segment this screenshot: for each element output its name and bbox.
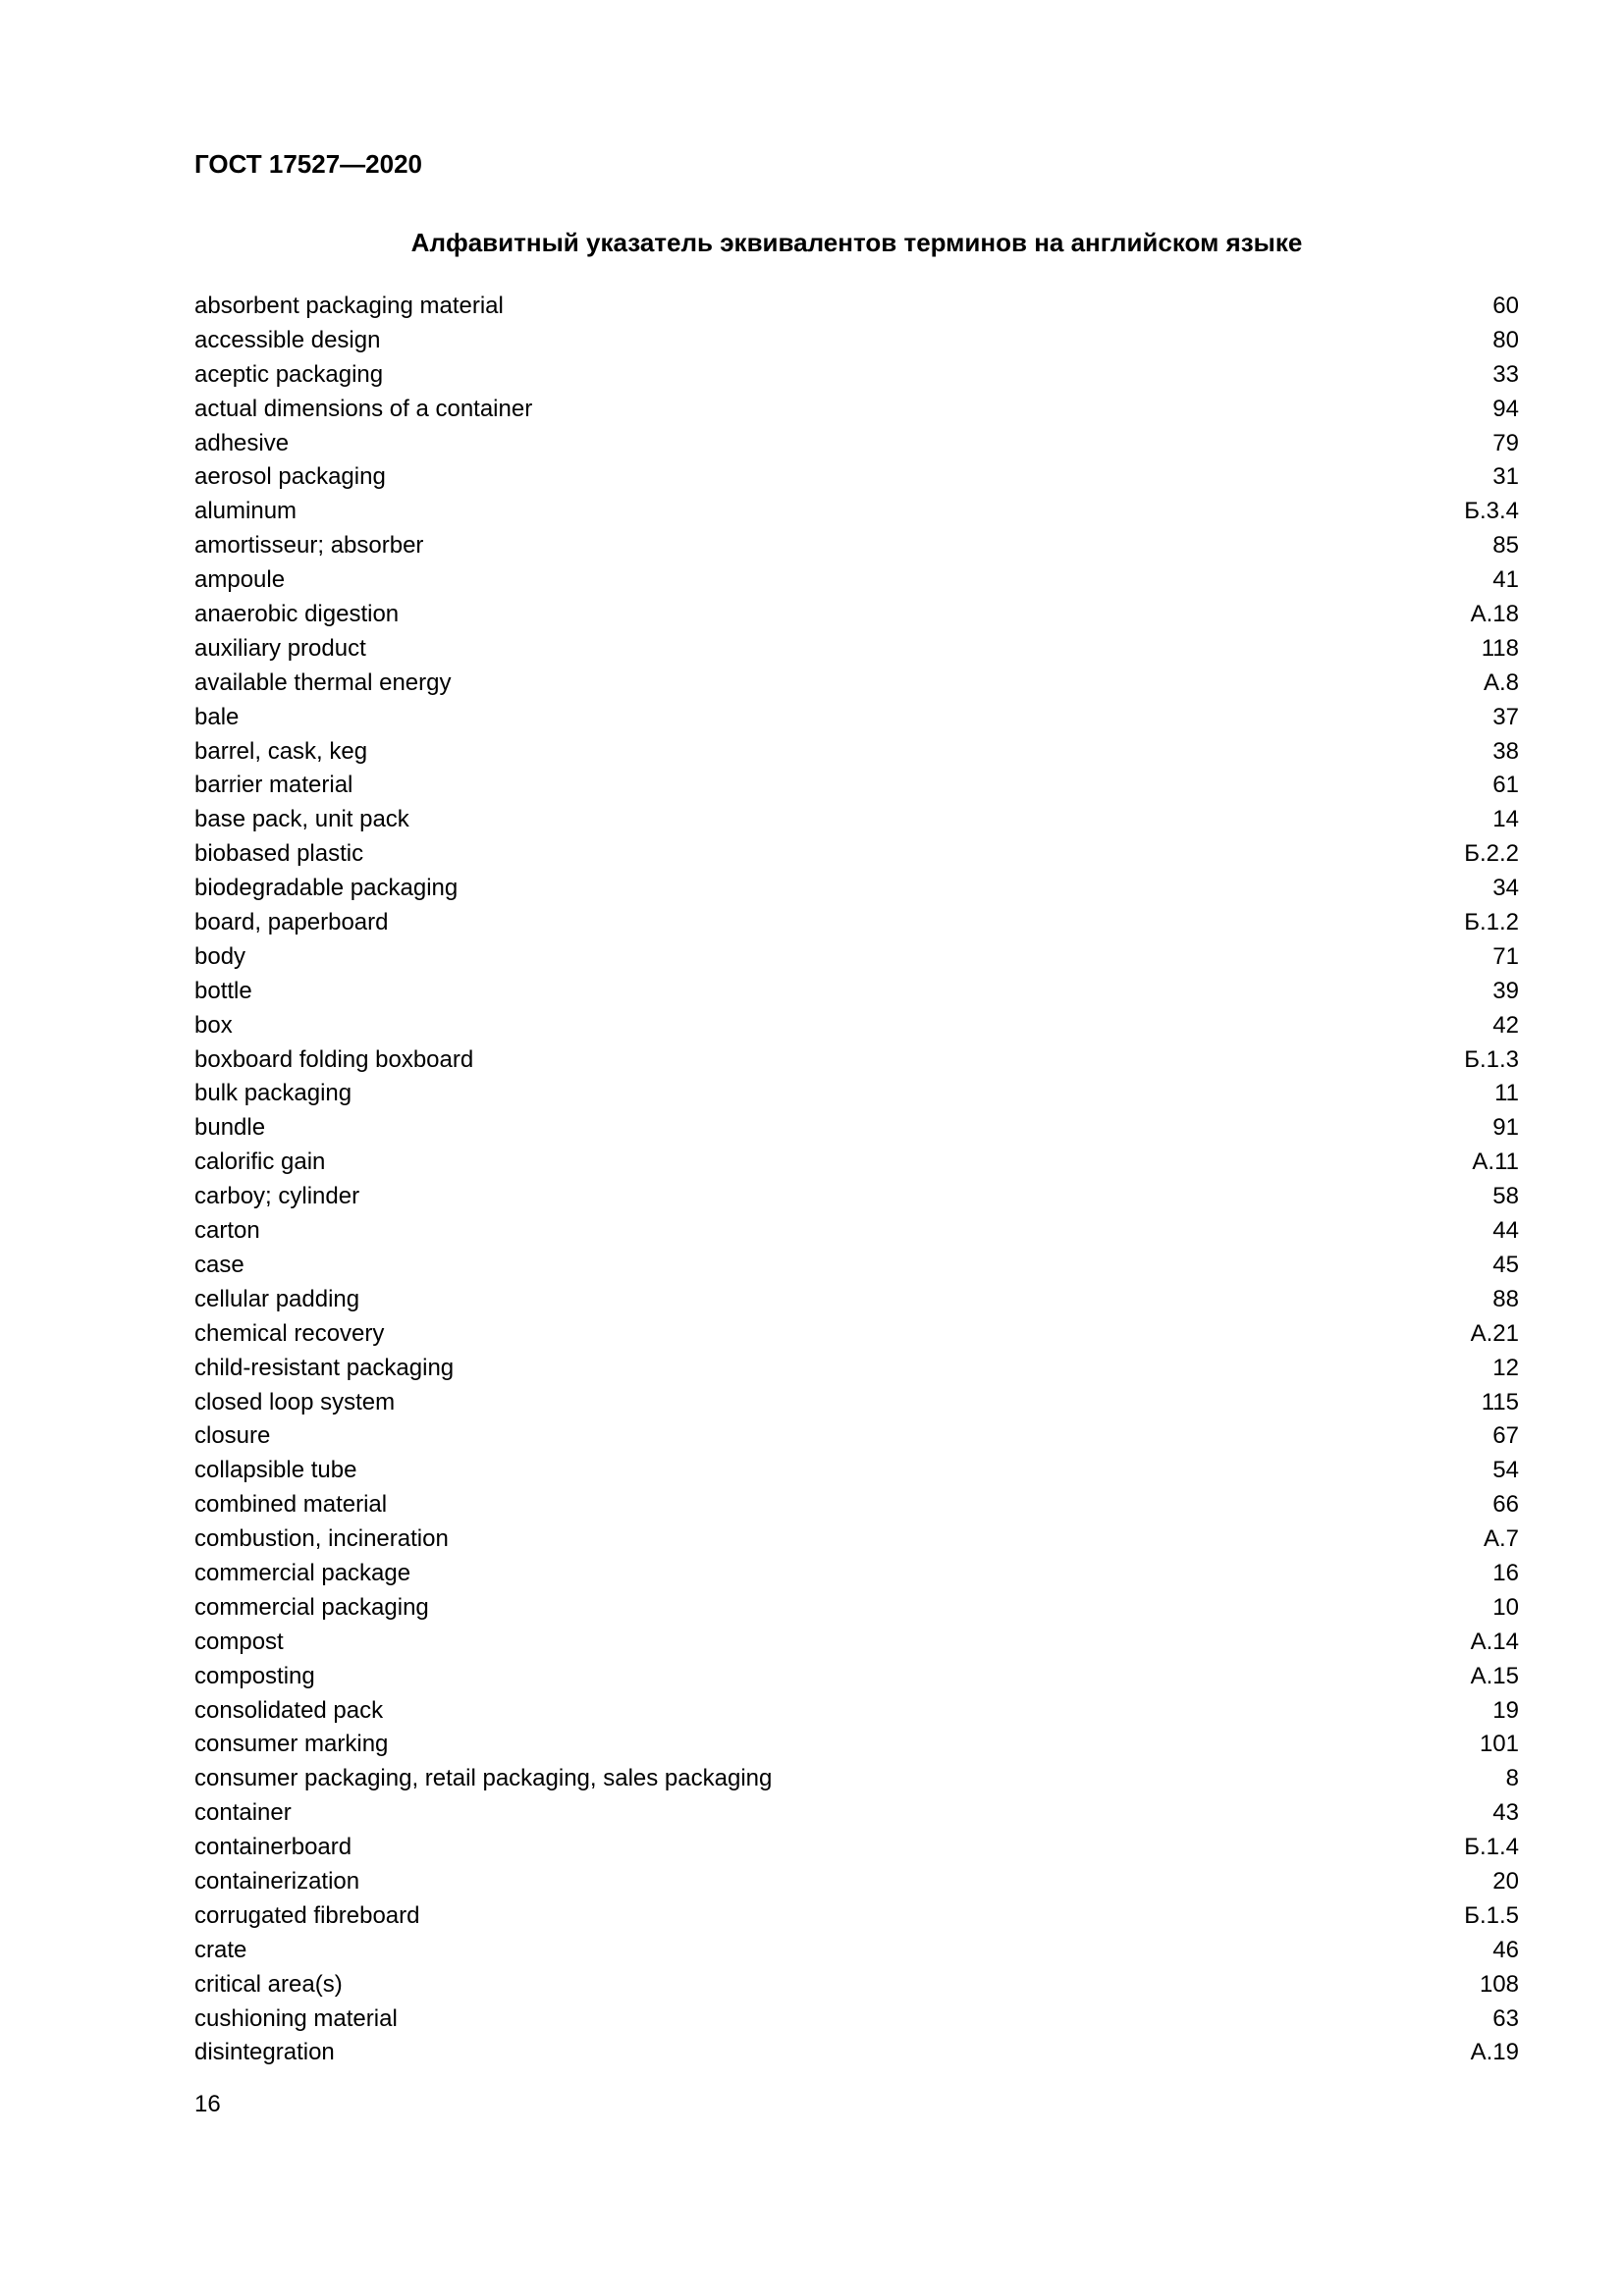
index-entry [194,1317,1519,1352]
index-entry [194,290,1519,324]
index-term: box [194,1011,233,1039]
index-term: cellular padding [194,1285,360,1312]
index-term: combined material [194,1491,388,1519]
index-entry [194,1111,1519,1146]
index-reference: 54 [1492,1457,1519,1484]
index-reference: 71 [1492,942,1519,970]
index-term: composting [194,1662,315,1689]
index-reference: 38 [1492,737,1519,765]
index-entry [194,837,1519,872]
index-entry [194,1831,1519,1865]
index-term: bulk packaging [194,1080,352,1107]
index-reference: 63 [1492,2004,1519,2032]
index-reference: Б.2.2 [1464,840,1519,868]
index-term: accessible design [194,326,381,353]
index-entry [194,803,1519,837]
index-reference: А.19 [1470,2039,1519,2066]
index-term: closure [194,1422,271,1450]
index-term: cushioning material [194,2004,398,2032]
index-reference: 16 [1492,1559,1519,1586]
index-entry [194,1214,1519,1249]
index-entry [194,563,1519,598]
index-term: container [194,1799,292,1827]
index-reference: А.8 [1483,668,1519,696]
index-reference: 20 [1492,1867,1519,1895]
index-entry [194,1009,1519,1043]
index-reference: 91 [1492,1114,1519,1142]
index-entry [194,1488,1519,1522]
index-entry [194,427,1519,461]
index-term: anaerobic digestion [194,601,400,628]
index-term: critical area(s) [194,1970,343,1998]
index-term: closed loop system [194,1388,396,1415]
index-term: biodegradable packaging [194,875,459,902]
index-term: child-resistant packaging [194,1354,455,1381]
index-entry [194,1454,1519,1488]
index-reference: 115 [1481,1388,1519,1415]
index-entry [194,906,1519,940]
index-entry [194,1386,1519,1420]
index-term: crate [194,1936,247,1963]
index-entry [194,940,1519,975]
index-entry [194,460,1519,495]
index-entry [194,1660,1519,1694]
index-reference: А.14 [1470,1628,1519,1655]
index-entry [194,529,1519,563]
index-entry [194,1591,1519,1626]
index-reference: 94 [1492,395,1519,422]
index-entry [194,1249,1519,1283]
index-entry [194,1762,1519,1796]
index-reference: А.15 [1470,1662,1519,1689]
document-header: ГОСТ 17527—2020 [194,149,422,179]
index-reference: Б.1.4 [1464,1834,1519,1861]
index-entry [194,324,1519,358]
index-term: bottle [194,977,252,1004]
index-term: chemical recovery [194,1319,385,1347]
index-entry [194,1352,1519,1386]
index-entry [194,1694,1519,1729]
index-reference: 61 [1492,772,1519,799]
index-reference: Б.1.5 [1464,1901,1519,1929]
index-reference: 14 [1492,806,1519,833]
index-entry [194,1557,1519,1591]
index-term: barrier material [194,772,353,799]
index-reference: 11 [1494,1080,1519,1107]
index-entry [194,1043,1519,1078]
index-entry [194,1934,1519,1968]
index-entry [194,358,1519,393]
index-term: absorbent packaging material [194,293,504,319]
index-term: compost [194,1628,284,1655]
index-reference: А.7 [1483,1525,1519,1553]
index-entry [194,1728,1519,1762]
index-term: amortisseur; absorber [194,532,424,560]
index-reference: 37 [1492,703,1519,730]
index-reference: 10 [1492,1593,1519,1621]
index-reference: 60 [1492,293,1519,319]
index-reference: 67 [1492,1422,1519,1450]
index-entry [194,1968,1519,2002]
index-entry [194,2002,1519,2037]
index-term: adhesive [194,429,290,456]
index-entry [194,1626,1519,1660]
index-term: collapsible tube [194,1457,357,1484]
index-term: bale [194,703,240,730]
index-reference: 19 [1492,1696,1519,1724]
index-reference: 101 [1479,1731,1519,1758]
index-term: carboy; cylinder [194,1183,360,1210]
index-term: auxiliary product [194,634,366,662]
index-entry [194,1180,1519,1214]
index-reference: 118 [1481,634,1519,662]
index-term: boxboard folding boxboard [194,1045,474,1073]
index-entry [194,1796,1519,1831]
index-reference: 33 [1492,360,1519,388]
index-term: corrugated fibreboard [194,1901,420,1929]
index-entry [194,769,1519,803]
index-reference: 88 [1492,1285,1519,1312]
index-term: aceptic packaging [194,360,384,388]
index-entry [194,701,1519,735]
index-reference: 42 [1492,1011,1519,1039]
index-reference: 12 [1492,1354,1519,1381]
index-term: calorific gain [194,1148,326,1176]
index-entry [194,667,1519,701]
index-reference: А.18 [1470,601,1519,628]
index-term: aerosol packaging [194,463,386,491]
index-term: aluminum [194,498,298,525]
index-term: barrel, cask, keg [194,737,368,765]
index-reference: 80 [1492,326,1519,353]
index-entry [194,1419,1519,1454]
index-entry [194,872,1519,906]
index-term: ampoule [194,566,286,594]
index-reference: 41 [1492,566,1519,594]
index-reference: 58 [1492,1183,1519,1210]
index-term: combustion, incineration [194,1525,449,1553]
index-reference: 39 [1492,977,1519,1004]
index-entry [194,1146,1519,1180]
index-entry [194,1899,1519,1934]
index-entry [194,1283,1519,1317]
index-term: base pack, unit pack [194,806,409,833]
index-reference: А.11 [1472,1148,1519,1176]
index-reference: 46 [1492,1936,1519,1963]
index-entry [194,1077,1519,1111]
index-reference: 108 [1479,1970,1519,1998]
index-reference: 8 [1505,1765,1519,1792]
index-reference: 85 [1492,532,1519,560]
index-term: consumer packaging, retail packaging, sales packaging [194,1765,773,1792]
index-reference: Б.1.2 [1464,909,1519,936]
index-term: containerization [194,1867,360,1895]
index-term: consumer marking [194,1731,389,1758]
index-term: disintegration [194,2039,335,2066]
index-reference: 79 [1492,429,1519,456]
index-entry [194,495,1519,529]
index-reference: 66 [1492,1491,1519,1519]
index-term: commercial package [194,1559,411,1586]
index-entry [194,1522,1519,1557]
index-entry [194,2036,1519,2070]
term-index-list [194,290,1519,2070]
index-reference: 44 [1492,1217,1519,1245]
page-number: 16 [194,2091,221,2117]
index-term: commercial packaging [194,1593,429,1621]
index-reference: Б.3.4 [1464,498,1519,525]
index-term: biobased plastic [194,840,364,868]
index-reference: 31 [1492,463,1519,491]
index-term: body [194,942,246,970]
index-entry [194,975,1519,1009]
index-entry [194,598,1519,632]
index-term: board, paperboard [194,909,389,936]
index-entry [194,1865,1519,1899]
index-entry [194,632,1519,667]
index-term: actual dimensions of a container [194,395,533,422]
index-reference: А.21 [1470,1319,1519,1347]
index-title: Алфавитный указатель эквивалентов терминов на английском языке [410,228,1303,257]
index-term: consolidated pack [194,1696,384,1724]
index-reference: 45 [1492,1251,1519,1278]
index-term: containerboard [194,1834,352,1861]
index-entry [194,393,1519,427]
index-term: carton [194,1217,260,1245]
index-entry [194,735,1519,770]
index-term: case [194,1251,244,1278]
index-term: bundle [194,1114,266,1142]
index-reference: Б.1.3 [1464,1045,1519,1073]
index-reference: 34 [1492,875,1519,902]
index-reference: 43 [1492,1799,1519,1827]
index-term: available thermal energy [194,668,452,696]
